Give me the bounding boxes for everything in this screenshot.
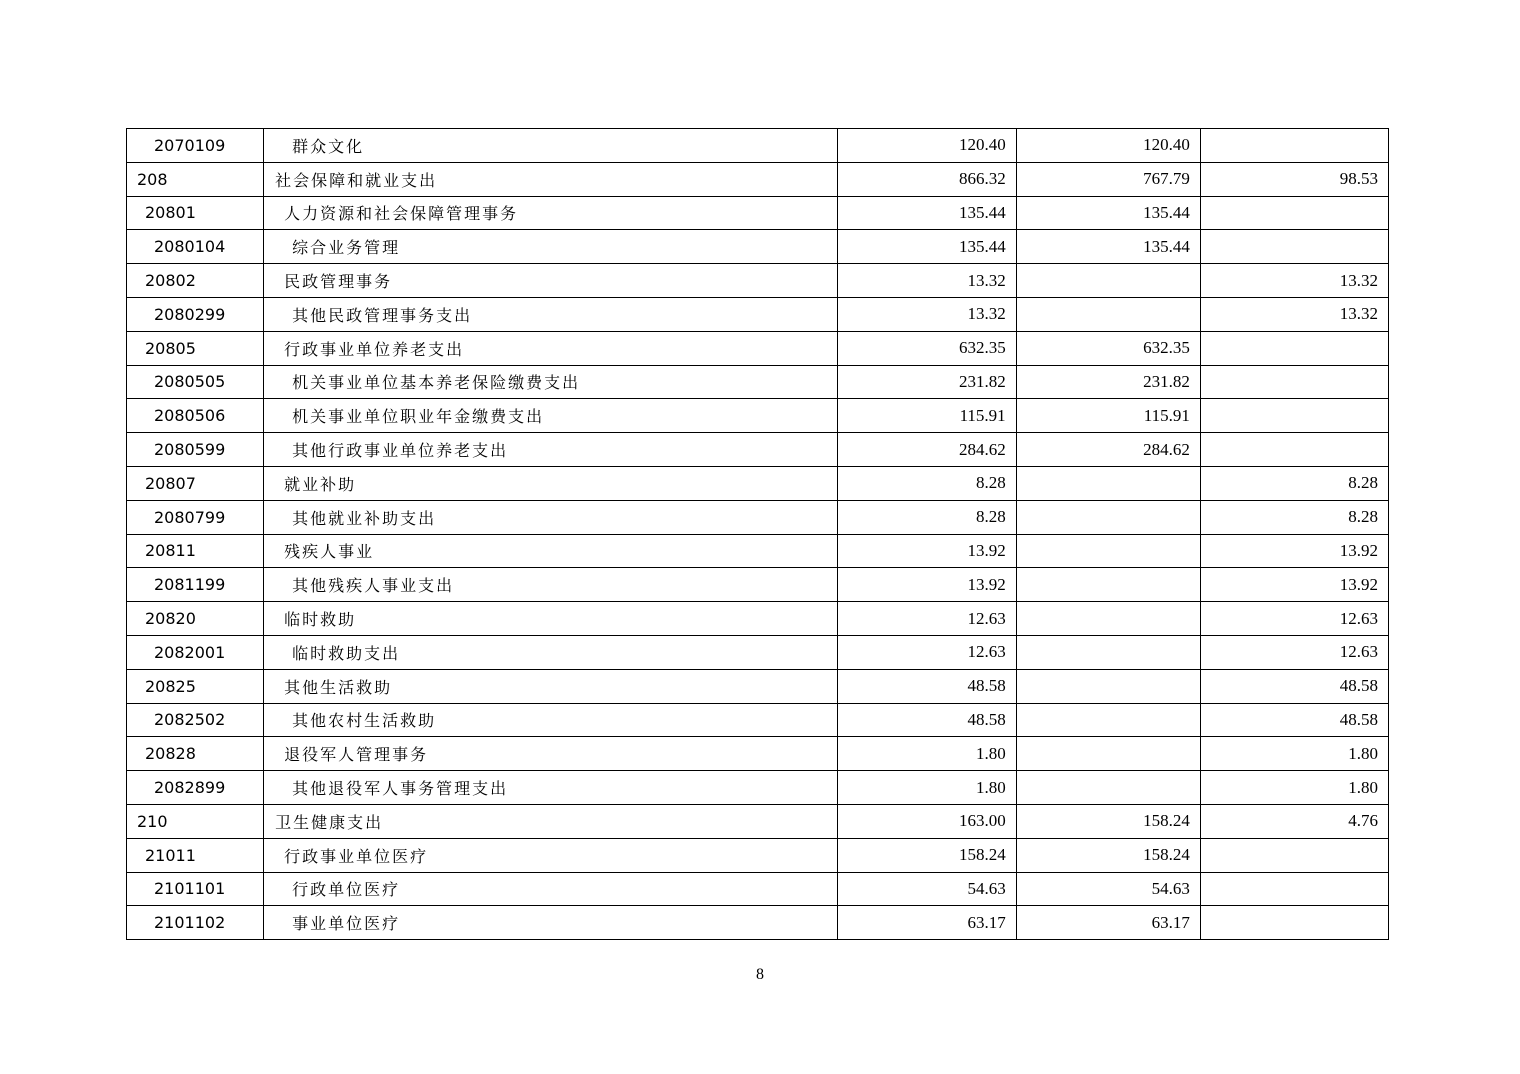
- total-amount-cell: 163.00: [837, 804, 1016, 838]
- subject-name-cell: [264, 703, 837, 737]
- subject-name-text: 残疾人事业: [284, 542, 375, 562]
- subject-name-text: 其他就业补助支出: [292, 508, 437, 528]
- subject-name-cell: [264, 399, 837, 433]
- total-amount-cell: 8.28: [837, 500, 1016, 534]
- basic-amount-cell: 63.17: [1016, 906, 1200, 940]
- subject-name-cell: [264, 365, 837, 399]
- total-amount-cell: 115.91: [837, 399, 1016, 433]
- basic-amount-cell: 767.79: [1016, 162, 1200, 196]
- table-row: [127, 297, 1389, 331]
- table-row: [127, 466, 1389, 500]
- table-row: [127, 635, 1389, 669]
- subject-name-text: 其他残疾人事业支出: [292, 576, 455, 596]
- table-row: [127, 838, 1389, 872]
- project-amount-cell: [1200, 196, 1388, 230]
- subject-code-cell: 2080505: [127, 365, 264, 399]
- table-row: [127, 568, 1389, 602]
- total-amount-cell: 120.40: [837, 129, 1016, 163]
- subject-name-cell: [264, 433, 837, 467]
- subject-name-cell: [264, 804, 837, 838]
- subject-code-cell: 2082001: [127, 635, 264, 669]
- total-amount-cell: 13.92: [837, 534, 1016, 568]
- project-amount-cell: [1200, 331, 1388, 365]
- subject-name-text: 其他农村生活救助: [292, 711, 437, 731]
- subject-name-cell: [264, 500, 837, 534]
- subject-name-cell: [264, 872, 837, 906]
- subject-name-cell: [264, 129, 837, 163]
- subject-code-cell: 2101101: [127, 872, 264, 906]
- subject-code-cell: 2080799: [127, 500, 264, 534]
- table-row: [127, 196, 1389, 230]
- subject-code-cell: 2080599: [127, 433, 264, 467]
- subject-code-cell: 2080299: [127, 297, 264, 331]
- total-amount-cell: 284.62: [837, 433, 1016, 467]
- project-amount-cell: 8.28: [1200, 466, 1388, 500]
- subject-name-text: 其他生活救助: [284, 677, 393, 697]
- subject-code-cell: 20820: [127, 602, 264, 636]
- table-row: [127, 906, 1389, 940]
- basic-amount-cell: 115.91: [1016, 399, 1200, 433]
- total-amount-cell: 8.28: [837, 466, 1016, 500]
- subject-name-text: 社会保障和就业支出: [275, 170, 438, 190]
- subject-name-cell: [264, 838, 837, 872]
- total-amount-cell: 13.32: [837, 264, 1016, 298]
- total-amount-cell: 54.63: [837, 872, 1016, 906]
- subject-code-cell: 20801: [127, 196, 264, 230]
- project-amount-cell: 48.58: [1200, 669, 1388, 703]
- table-row: [127, 230, 1389, 264]
- subject-name-text: 其他民政管理事务支出: [292, 305, 473, 325]
- subject-name-text: 机关事业单位基本养老保险缴费支出: [292, 373, 581, 393]
- project-amount-cell: [1200, 838, 1388, 872]
- subject-name-cell: [264, 466, 837, 500]
- subject-code-cell: 2081199: [127, 568, 264, 602]
- project-amount-cell: [1200, 230, 1388, 264]
- subject-name-text: 行政单位医疗: [292, 880, 401, 900]
- table-row: [127, 669, 1389, 703]
- subject-name-text: 退役军人管理事务: [284, 745, 429, 765]
- table-row: [127, 872, 1389, 906]
- table-row: [127, 162, 1389, 196]
- project-amount-cell: [1200, 906, 1388, 940]
- project-amount-cell: 98.53: [1200, 162, 1388, 196]
- table-row: [127, 534, 1389, 568]
- subject-name-cell: [264, 771, 837, 805]
- basic-amount-cell: [1016, 534, 1200, 568]
- table-row: [127, 399, 1389, 433]
- basic-amount-cell: [1016, 264, 1200, 298]
- basic-amount-cell: 135.44: [1016, 230, 1200, 264]
- subject-name-cell: [264, 669, 837, 703]
- project-amount-cell: 8.28: [1200, 500, 1388, 534]
- project-amount-cell: [1200, 399, 1388, 433]
- subject-code-cell: 20802: [127, 264, 264, 298]
- project-amount-cell: 4.76: [1200, 804, 1388, 838]
- subject-name-text: 行政事业单位养老支出: [284, 339, 465, 359]
- total-amount-cell: 13.32: [837, 297, 1016, 331]
- total-amount-cell: 48.58: [837, 703, 1016, 737]
- basic-amount-cell: 158.24: [1016, 804, 1200, 838]
- basic-amount-cell: 632.35: [1016, 331, 1200, 365]
- basic-amount-cell: 284.62: [1016, 433, 1200, 467]
- total-amount-cell: 12.63: [837, 635, 1016, 669]
- total-amount-cell: 1.80: [837, 771, 1016, 805]
- subject-name-text: 卫生健康支出: [275, 812, 384, 832]
- subject-name-cell: [264, 906, 837, 940]
- subject-code-cell: 2101102: [127, 906, 264, 940]
- subject-name-cell: [264, 602, 837, 636]
- subject-code-cell: 2082899: [127, 771, 264, 805]
- project-amount-cell: 13.92: [1200, 568, 1388, 602]
- total-amount-cell: 231.82: [837, 365, 1016, 399]
- table-row: [127, 602, 1389, 636]
- table-row: [127, 737, 1389, 771]
- table-row: [127, 331, 1389, 365]
- project-amount-cell: 48.58: [1200, 703, 1388, 737]
- subject-name-text: 临时救助: [284, 610, 357, 630]
- budget-expenditure-table: [126, 128, 1389, 940]
- subject-name-cell: [264, 297, 837, 331]
- project-amount-cell: 12.63: [1200, 635, 1388, 669]
- table-row: [127, 264, 1389, 298]
- subject-name-cell: [264, 534, 837, 568]
- basic-amount-cell: 54.63: [1016, 872, 1200, 906]
- subject-code-cell: 20811: [127, 534, 264, 568]
- page-number: 8: [756, 966, 764, 983]
- subject-name-cell: [264, 196, 837, 230]
- project-amount-cell: [1200, 872, 1388, 906]
- subject-code-cell: 210: [127, 804, 264, 838]
- table-row: [127, 804, 1389, 838]
- subject-name-text: 人力资源和社会保障管理事务: [284, 204, 519, 224]
- subject-code-cell: 208: [127, 162, 264, 196]
- subject-code-cell: 20825: [127, 669, 264, 703]
- total-amount-cell: 866.32: [837, 162, 1016, 196]
- subject-name-text: 其他退役军人事务管理支出: [292, 779, 509, 799]
- basic-amount-cell: [1016, 635, 1200, 669]
- subject-code-cell: 20807: [127, 466, 264, 500]
- total-amount-cell: 158.24: [837, 838, 1016, 872]
- basic-amount-cell: [1016, 568, 1200, 602]
- basic-amount-cell: [1016, 737, 1200, 771]
- subject-name-text: 临时救助支出: [292, 643, 401, 663]
- subject-name-text: 综合业务管理: [292, 238, 401, 258]
- basic-amount-cell: [1016, 500, 1200, 534]
- subject-name-text: 民政管理事务: [284, 272, 393, 292]
- table-row: [127, 365, 1389, 399]
- project-amount-cell: [1200, 365, 1388, 399]
- subject-name-cell: [264, 568, 837, 602]
- subject-code-cell: 20828: [127, 737, 264, 771]
- subject-name-text: 机关事业单位职业年金缴费支出: [292, 407, 545, 427]
- subject-name-text: 其他行政事业单位养老支出: [292, 441, 509, 461]
- subject-name-text: 群众文化: [292, 136, 365, 156]
- basic-amount-cell: 231.82: [1016, 365, 1200, 399]
- subject-code-cell: 2080104: [127, 230, 264, 264]
- subject-code-cell: 2080506: [127, 399, 264, 433]
- table-row: [127, 500, 1389, 534]
- project-amount-cell: [1200, 129, 1388, 163]
- basic-amount-cell: [1016, 771, 1200, 805]
- table-row: [127, 433, 1389, 467]
- basic-amount-cell: 158.24: [1016, 838, 1200, 872]
- basic-amount-cell: [1016, 297, 1200, 331]
- subject-name-text: 行政事业单位医疗: [284, 846, 429, 866]
- project-amount-cell: 13.32: [1200, 297, 1388, 331]
- basic-amount-cell: 135.44: [1016, 196, 1200, 230]
- total-amount-cell: 13.92: [837, 568, 1016, 602]
- project-amount-cell: 13.32: [1200, 264, 1388, 298]
- basic-amount-cell: [1016, 602, 1200, 636]
- project-amount-cell: 1.80: [1200, 771, 1388, 805]
- project-amount-cell: [1200, 433, 1388, 467]
- project-amount-cell: 1.80: [1200, 737, 1388, 771]
- table-row: [127, 129, 1389, 163]
- subject-name-cell: [264, 737, 837, 771]
- total-amount-cell: 135.44: [837, 196, 1016, 230]
- subject-name-cell: [264, 230, 837, 264]
- subject-name-cell: [264, 635, 837, 669]
- subject-name-text: 就业补助: [284, 474, 357, 494]
- subject-code-cell: 20805: [127, 331, 264, 365]
- subject-name-cell: [264, 331, 837, 365]
- table-body: [127, 129, 1389, 940]
- table-row: [127, 771, 1389, 805]
- subject-name-text: 事业单位医疗: [292, 914, 401, 934]
- total-amount-cell: 135.44: [837, 230, 1016, 264]
- subject-code-cell: 21011: [127, 838, 264, 872]
- basic-amount-cell: [1016, 703, 1200, 737]
- subject-name-cell: [264, 264, 837, 298]
- table-row: [127, 703, 1389, 737]
- subject-code-cell: 2082502: [127, 703, 264, 737]
- subject-name-cell: [264, 162, 837, 196]
- total-amount-cell: 632.35: [837, 331, 1016, 365]
- basic-amount-cell: [1016, 669, 1200, 703]
- project-amount-cell: 13.92: [1200, 534, 1388, 568]
- basic-amount-cell: 120.40: [1016, 129, 1200, 163]
- subject-code-cell: 2070109: [127, 129, 264, 163]
- total-amount-cell: 12.63: [837, 602, 1016, 636]
- basic-amount-cell: [1016, 466, 1200, 500]
- total-amount-cell: 1.80: [837, 737, 1016, 771]
- total-amount-cell: 63.17: [837, 906, 1016, 940]
- total-amount-cell: 48.58: [837, 669, 1016, 703]
- project-amount-cell: 12.63: [1200, 602, 1388, 636]
